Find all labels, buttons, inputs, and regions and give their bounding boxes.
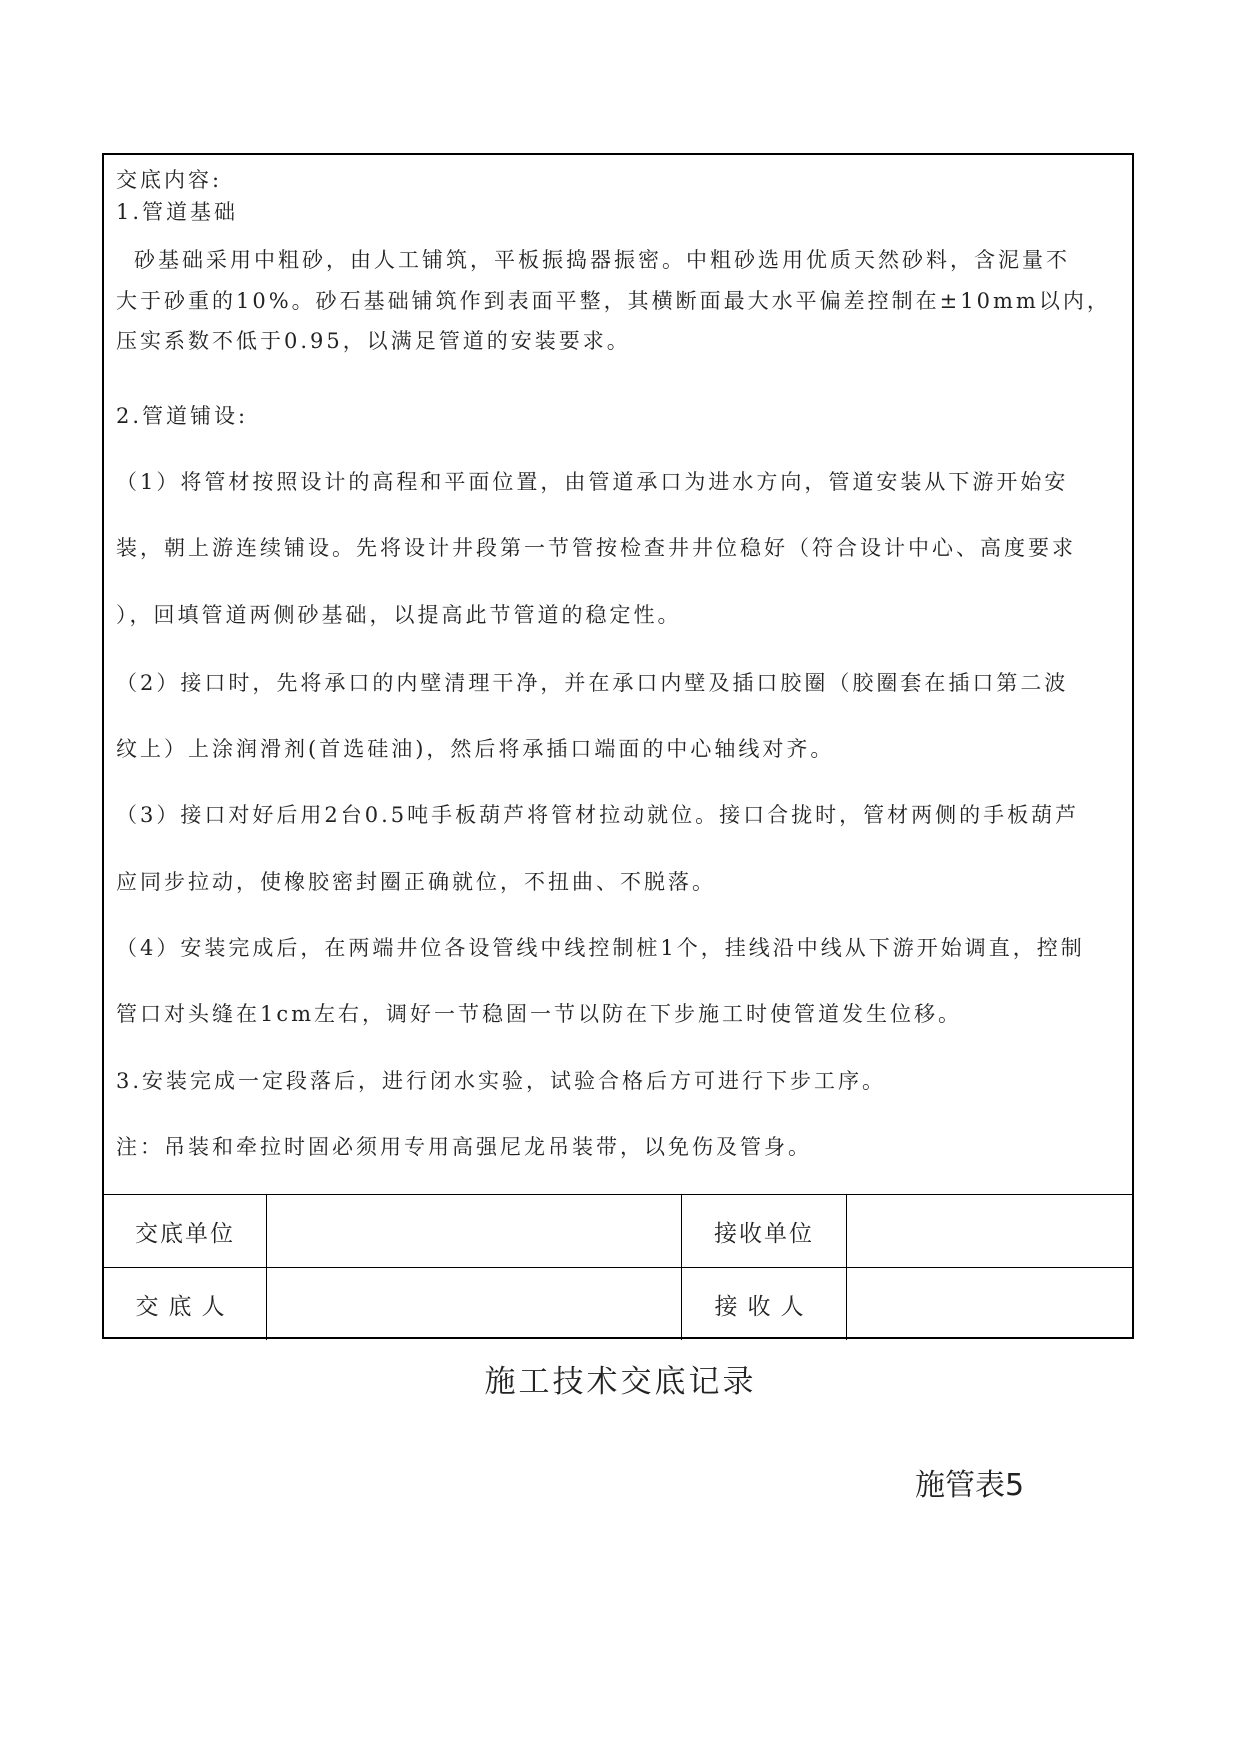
handover-unit-label: 交底单位 (104, 1195, 267, 1267)
receiver-unit-label: 接收单位 (682, 1195, 847, 1267)
handover-content-cell (104, 155, 1132, 1194)
section1-title: 1.管道基础 (116, 200, 239, 224)
receiver-unit-field[interactable] (847, 1195, 1132, 1267)
item4-line: （4）安装完成后，在两端井位各设管线中线控制桩1个，挂线沿中线从下游开始调直，控制 (116, 936, 1085, 960)
item2-line: （2）接口时，先将承口的内壁清理干净，并在承口内壁及插口胶圈（胶圈套在插口第二波 (116, 671, 1069, 695)
unit-row (104, 1195, 1132, 1268)
item1-line: 装，朝上游连续铺设。先将设计井段第一节管按检查井井位稳好（符合设计中心、高度要求 (116, 536, 1076, 560)
handover-person-label: 交底人 (104, 1268, 267, 1340)
section2-title: 2.管道铺设: (116, 404, 249, 428)
form-code: 施管表5 (915, 1468, 1025, 1503)
signature-rows (104, 1194, 1132, 1337)
item1-line: （1）将管材按照设计的高程和平面位置，由管道承口为进水方向，管道安装从下游开始安 (116, 470, 1069, 494)
section3-text: 3.安装完成一定段落后，进行闭水实验，试验合格后方可进行下步工序。 (116, 1069, 887, 1093)
item1-line: ），回填管道两侧砂基础，以提高此节管道的稳定性。 (116, 603, 682, 627)
item3-line: （3）接口对好后用2台0.5吨手板葫芦将管材拉动就位。接口合拢时，管材两侧的手板葫芦 (116, 803, 1080, 827)
item3-line: 应同步拉动，使橡胶密封圈正确就位，不扭曲、不脱落。 (116, 870, 716, 894)
note-text: 注：吊装和牵拉时固必须用专用高强尼龙吊装带，以免伤及管身。 (116, 1135, 812, 1159)
technical-handover-table (102, 153, 1134, 1339)
receiver-person-field[interactable] (847, 1268, 1132, 1340)
item4-line: 管口对头缝在1cm左右，调好一节稳固一节以防在下步施工时使管道发生位移。 (116, 1002, 963, 1026)
document-title: 施工技术交底记录 (484, 1364, 757, 1400)
handover-unit-field[interactable] (267, 1195, 682, 1267)
section1-line: 大于砂重的10%。砂石基础铺筑作到表面平整，其横断面最大水平偏差控制在±10mm以内， (116, 289, 1111, 313)
person-row (104, 1268, 1132, 1340)
handover-person-field[interactable] (267, 1268, 682, 1340)
section1-line: 砂基础采用中粗砂，由人工铺筑，平板振捣器振密。中粗砂选用优质天然砂料，含泥量不 (134, 248, 1070, 272)
section1-line: 压实系数不低于0.95，以满足管道的安装要求。 (116, 329, 631, 353)
item2-line: 纹上）上涂润滑剂(首选硅油)，然后将承插口端面的中心轴线对齐。 (116, 737, 835, 761)
content-heading: 交底内容: (116, 168, 223, 192)
receiver-person-label: 接收人 (682, 1268, 847, 1340)
